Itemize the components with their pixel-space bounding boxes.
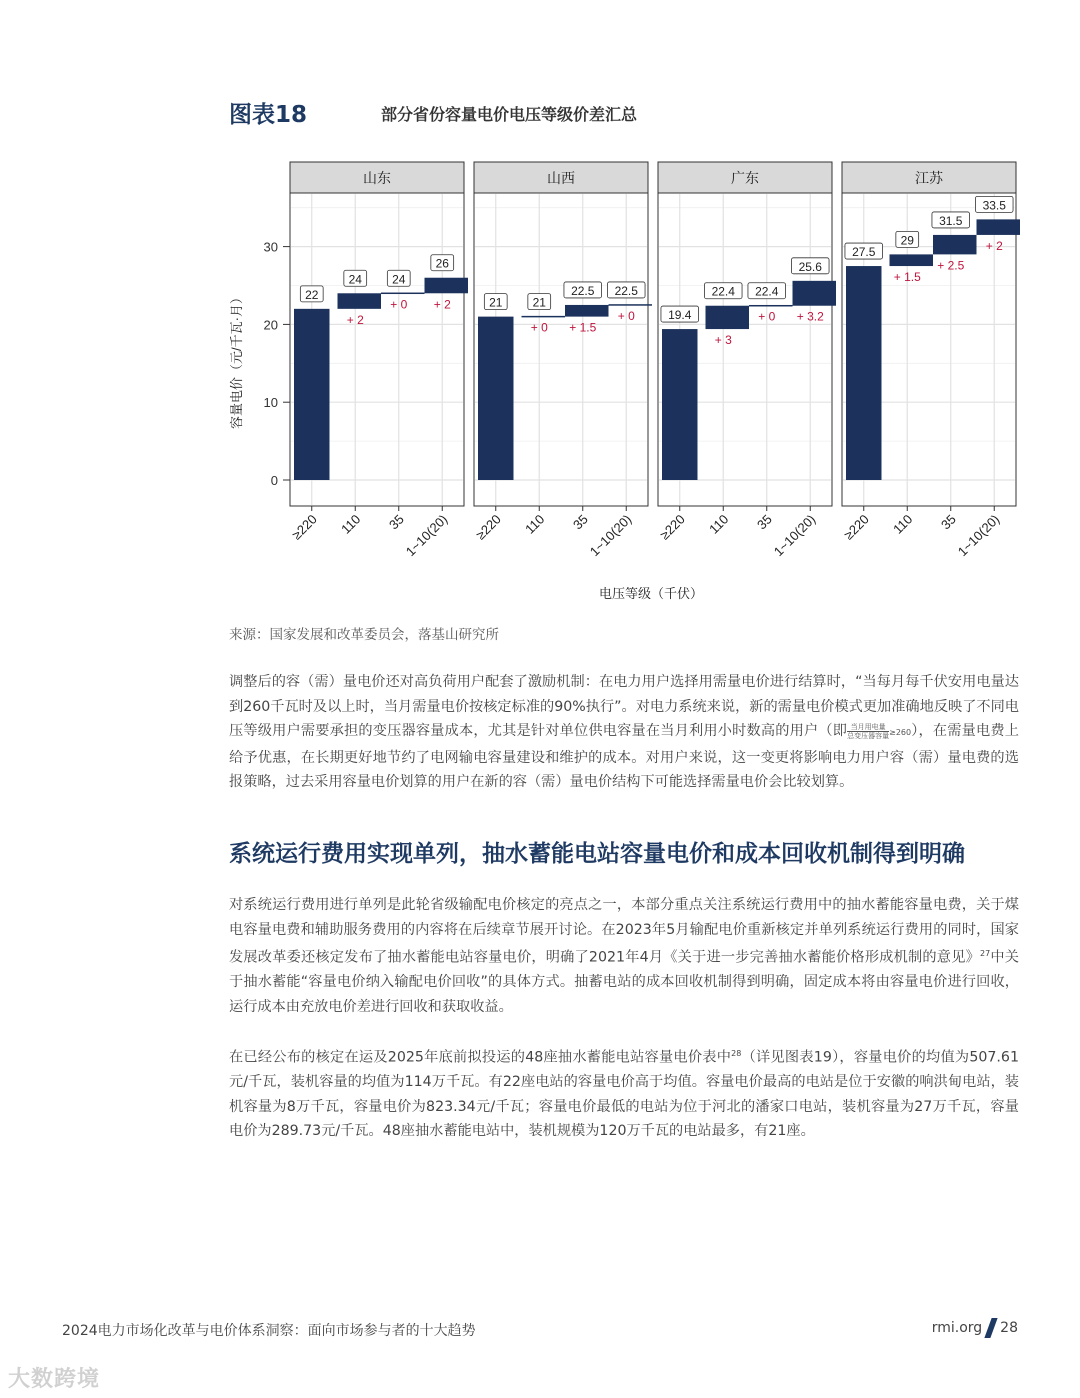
waterfall-bar [294,309,330,480]
x-tick-label: 35 [570,511,591,533]
value-label: 19.4 [668,308,692,323]
x-tick-label: 1~10(20) [402,511,451,560]
footer-right [932,1318,1018,1338]
value-label: 22.4 [755,284,779,299]
value-label: 25.6 [798,259,822,274]
waterfall-bar [522,316,566,318]
value-label: 27.5 [852,245,876,260]
facet-strip-label: 山东 [363,170,391,186]
y-tick-label: 0 [270,473,278,488]
value-label: 21 [489,295,503,310]
fraction-numerator: 当月用电量 [847,723,889,732]
waterfall-bar [662,329,698,480]
paragraph-1-part-b: ），在需量电费上给予优惠，在长期更好地节约了电网输电容量建设和维护的成本。对用户来说，这一变更将影响电力用户容（需）量电费的选报策略，过去采用容量电价划算的用户在新的容（需）量电价结构下可能选择需量电价会比较划算。 [229,723,1019,790]
paragraph-2 [229,893,1019,1019]
waterfall-bar [381,293,425,295]
x-tick-label: 35 [754,511,775,533]
value-label: 22.4 [711,284,735,299]
value-label: 24 [392,272,406,287]
x-tick-label: 110 [890,511,916,537]
facet-strip-label: 山西 [547,170,575,186]
x-tick-label: ≥220 [288,511,320,543]
fraction-relation: ≥260 [889,728,912,737]
footer-title: 2024电力市场化改革与电价体系洞察：面向市场参与者的十大趋势 [62,1323,476,1339]
load-ratio-fraction [847,723,889,740]
delta-label: + 2 [346,312,364,327]
waterfall-bar [749,305,793,307]
page-number: 28 [1000,1320,1018,1336]
waterfall-bar [933,235,977,254]
paragraph-2-part-a: 对系统运行费用进行单列是此轮省级输配电价核定的亮点之一，本部分重点关注系统运行费用中的抽水蓄能容量电费，关于煤电容量电费和辅助服务费用的内容将在后续章节展开讨论。在2023年5月输配电价重新核定并单列系统运行费用的同时，国家发展改革委还核定发布了抽水蓄能电站容量电价，明确了2021年4月《关于进一步完善抽水蓄能价格形成机制的意见》 [229,897,1019,966]
y-tick-label: 10 [263,395,278,411]
delta-label: + 0 [390,297,408,312]
value-label: 22 [305,287,319,302]
waterfall-bar [609,304,653,306]
value-label: 24 [348,272,362,287]
delta-label: + 0 [530,320,548,335]
paragraph-1-part-a: 调整后的容（需）量电价还对高负荷用户配套了激励机制：在电力用户选择用需量电价进行结算时，“当每月每千伏安用电量达到260千瓦时及以上时，当月需量电价按核定标准的90%执行”。对电力系统来说，新的需量电价模式更加准确地反映了不同电压等级用户需要承担的变压器容量成本，尤其是针对单位供电容量在当月利用小时数高的用户（即 [229,674,1019,739]
waterfall-bar [478,317,514,480]
value-label: 22.5 [571,283,595,298]
x-tick-label: ≥220 [840,511,872,543]
x-tick-label: 1~10(20) [770,511,819,560]
footnote-28[interactable]: 28 [731,1049,742,1058]
waterfall-chart [0,140,1080,610]
delta-label: + 1.5 [893,270,921,285]
paragraph-3-part-a: 在已经公布的核定在运及2025年底前拟投运的48座抽水蓄能电站容量电价表中 [229,1049,732,1066]
paragraph-3 [229,1042,1019,1144]
waterfall-bar [846,266,882,480]
delta-label: + 2 [985,238,1003,253]
paragraph-3-part-b: （详见图表19），容量电价的均值为507.61元/千瓦，装机容量的均值为114万千瓦。有22座电站的容量电价高于均值。容量电价最高的电站是位于安徽的响洪甸电站，装机容量为8万千瓦，容量电价为823.34元/千瓦；容量电价最低的电站为位于河北的潘家口电站，装机容量为27万千瓦，容量电价为289.73元/千瓦。48座抽水蓄能电站中，装机规模为120万千瓦的电站最多，有21座。 [229,1049,1019,1140]
waterfall-bar [338,293,382,309]
waterfall-bar [565,305,609,317]
value-label: 31.5 [939,213,963,228]
x-tick-label: 110 [522,511,548,537]
x-tick-label: 1~10(20) [586,511,635,560]
delta-label: + 0 [617,308,635,323]
x-tick-label: ≥220 [472,511,504,543]
slash-icon [985,1318,998,1338]
section-heading: 系统运行费用实现单列，抽水蓄能电站容量电价和成本回收机制得到明确 [229,841,965,867]
paragraph-1 [229,670,1019,795]
delta-label: + 2 [433,297,451,312]
x-tick-label: 110 [706,511,732,537]
waterfall-bar [977,219,1021,235]
x-tick-label: 110 [338,511,364,537]
value-label: 26 [435,256,449,271]
x-axis-title: 电压等级（千伏） [598,586,704,601]
delta-label: + 3 [714,333,732,348]
figure-label: 图表18 [229,102,308,128]
waterfall-bar [890,254,934,266]
figure-source: 来源：国家发展和改革委员会，落基山研究所 [229,627,499,643]
delta-label: + 0 [758,309,776,324]
value-label: 21 [532,295,546,310]
watermark-logo: 大数跨境 [8,1367,101,1392]
delta-label: + 3.2 [796,309,824,324]
waterfall-bar [425,278,469,294]
value-label: 29 [900,233,914,248]
fraction-denominator: 总变压器容量 [847,731,890,740]
footer-site-link[interactable]: rmi.org [931,1320,983,1336]
y-tick-label: 20 [263,317,278,333]
facet-strip-label: 江苏 [915,170,943,186]
value-label: 22.5 [614,283,638,298]
x-tick-label: ≥220 [656,511,688,543]
y-axis-title: 容量电价（元/千瓦·月） [229,291,244,429]
x-tick-label: 1~10(20) [954,511,1003,560]
x-tick-label: 35 [938,511,959,533]
delta-label: + 2.5 [937,258,965,273]
figure-title: 部分省份容量电价电压等级价差汇总 [381,105,638,124]
facet-strip-label: 广东 [731,170,759,186]
value-label: 33.5 [982,198,1006,213]
x-tick-label: 35 [386,511,407,533]
delta-label: + 1.5 [569,320,597,335]
y-tick-label: 30 [263,239,278,255]
waterfall-bar [793,281,837,306]
waterfall-bar [706,306,750,329]
paragraph-2-part-b: 中关于抽水蓄能“容量电价纳入输配电价回收”的具体方式。抽蓄电站的成本回收机制得到明确，固定成本将由容量电价进行回收，运行成本由充放电价差进行回收和获取收益。 [229,949,1019,1015]
footnote-27[interactable]: 27 [980,949,991,958]
